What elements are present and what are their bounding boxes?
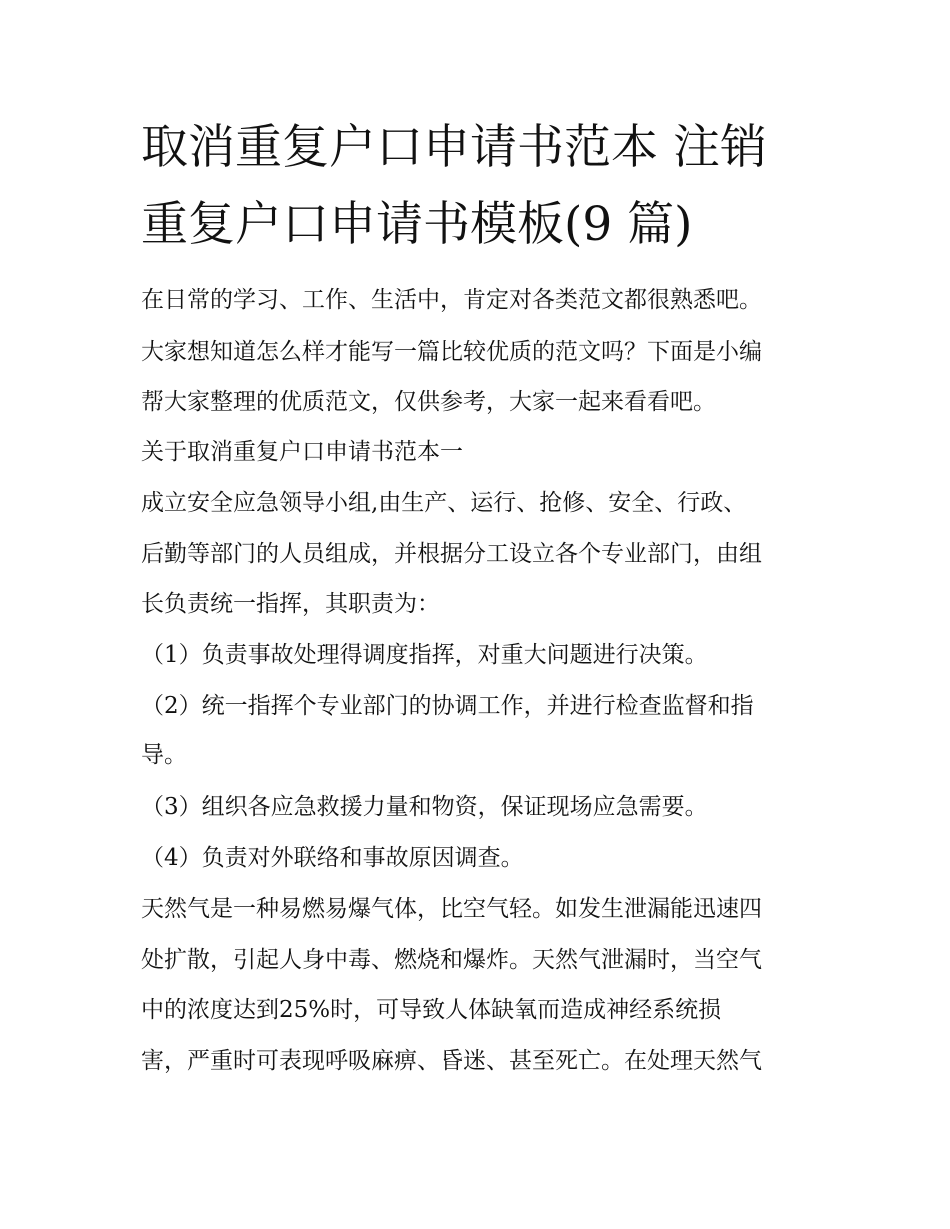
body-line: 中的浓度达到25%时，可导致人体缺氧而造成神经系统损 [141, 997, 722, 1023]
list-item: （3）组织各应急救援力量和物资，保证现场应急需要。 [141, 794, 708, 820]
body-line: 处扩散，引起人身中毒、燃烧和爆炸。天然气泄漏时，当空气 [141, 947, 762, 973]
body-line: 在日常的学习、工作、生活中，肯定对各类范文都很熟悉吧。 [141, 287, 762, 313]
list-item: （4）负责对外联络和事故原因调查。 [141, 845, 524, 871]
body-line: 导。 [141, 742, 187, 768]
body-line: 成立安全应急领导小组,由生产、运行、抢修、安全、行政、 [141, 490, 747, 516]
body-line: 大家想知道怎么样才能写一篇比较优质的范文吗？下面是小编 [141, 339, 762, 365]
list-item: （1）负责事故处理得调度指挥，对重大问题进行决策。 [141, 642, 708, 668]
title-line-1: 取消重复户口申请书范本 注销 [141, 120, 767, 175]
list-item: （2）统一指挥个专业部门的协调工作，并进行检查监督和指 [141, 693, 754, 719]
title-line-2: 重复户口申请书模板(9 篇) [141, 197, 693, 252]
body-line: 帮大家整理的优质范文，仅供参考，大家一起来看看吧。 [141, 389, 716, 415]
body-line: 后勤等部门的人员组成，并根据分工设立各个专业部门，由组 [141, 541, 762, 567]
body-line: 天然气是一种易燃易爆气体，比空气轻。如发生泄漏能迅速四 [141, 896, 762, 922]
body-line: 长负责统一指挥，其职责为： [141, 591, 440, 617]
section-heading: 关于取消重复户口申请书范本一 [141, 439, 463, 465]
body-line: 害，严重时可表现呼吸麻痹、昏迷、甚至死亡。在处理天然气 [141, 1048, 762, 1074]
